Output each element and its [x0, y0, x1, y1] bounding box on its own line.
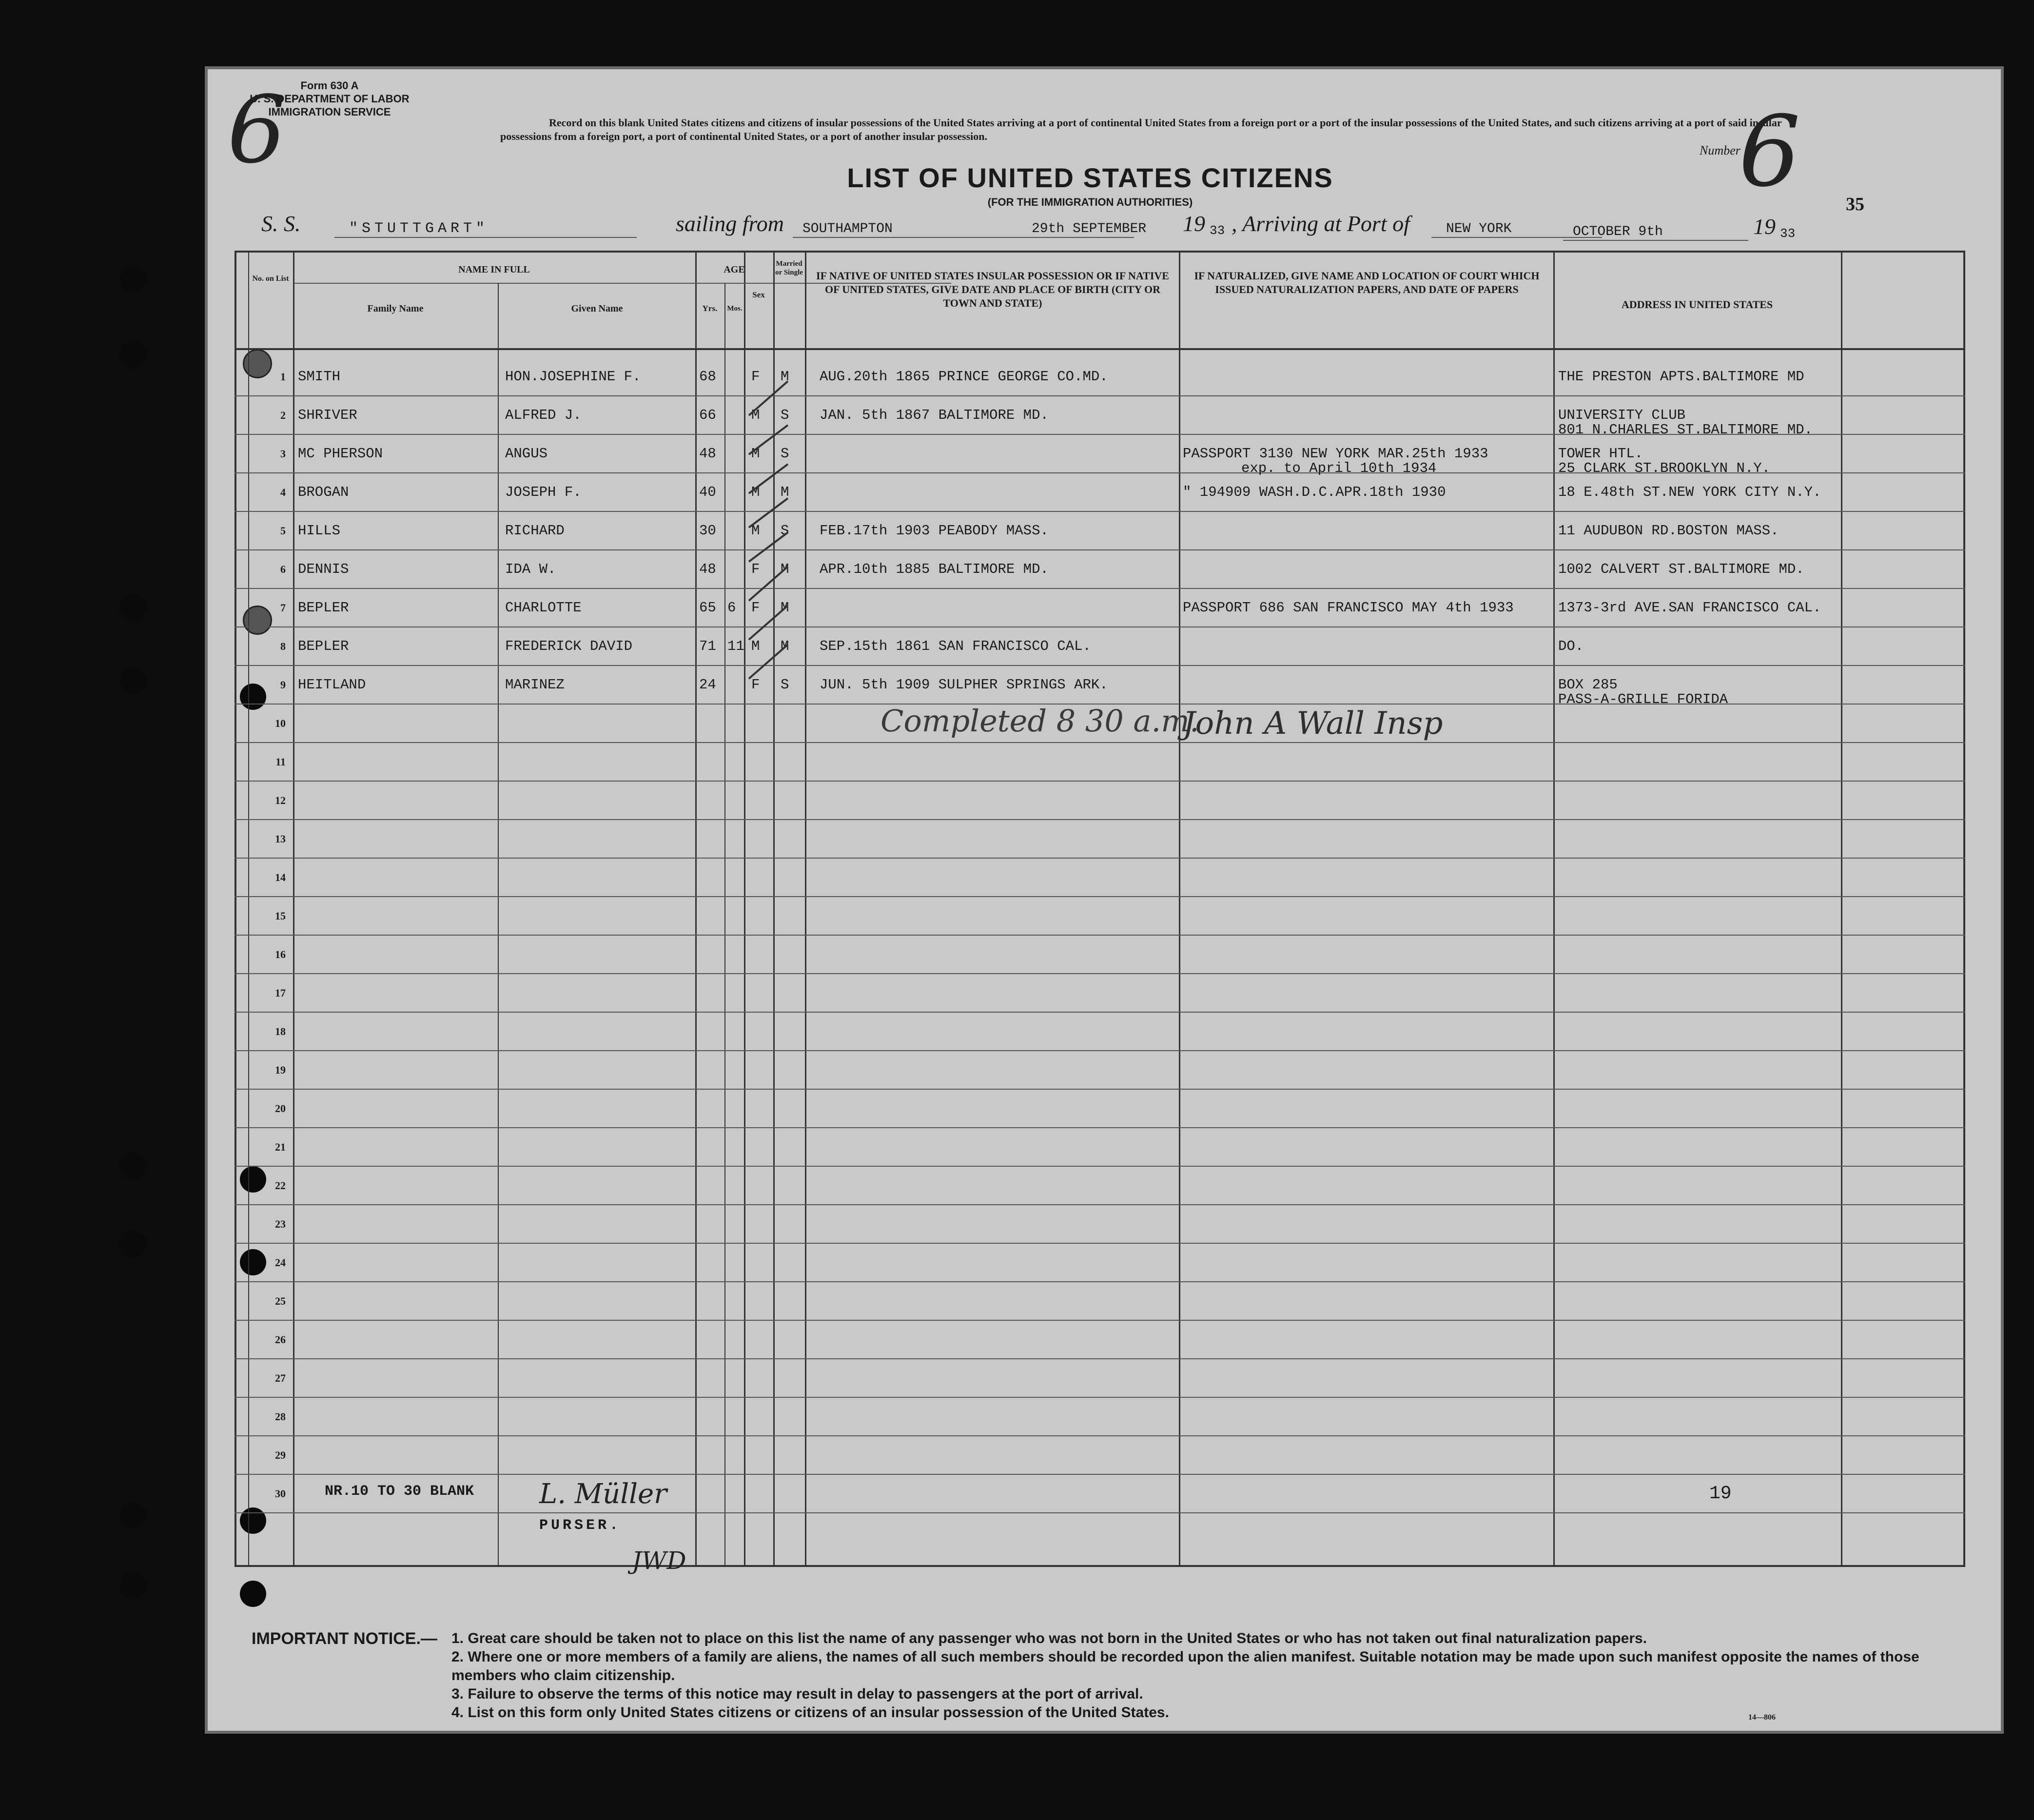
- row-rule: [235, 819, 1965, 820]
- cell-ms: M: [781, 484, 789, 500]
- cell-sex: F: [751, 369, 760, 385]
- cell-ms: M: [781, 600, 789, 616]
- notice-item: 1. Great care should be taken not to place on this list the name of any passenger who was not born in the United States or who has not taken out final naturalization papers.: [451, 1630, 1647, 1646]
- row-rule: [235, 395, 1965, 396]
- row-number: 5: [280, 525, 286, 537]
- punch-hole: [120, 1572, 146, 1599]
- cell-addr: 1373-3rd AVE.SAN FRANCISCO CAL.: [1558, 600, 1821, 616]
- col-divider: [1841, 251, 1842, 1567]
- row-rule: [235, 896, 1965, 897]
- cell-naturalized: PASSPORT 3130 NEW YORK MAR.25th 1933: [1183, 446, 1488, 462]
- cell-family: HILLS: [298, 523, 341, 539]
- underline: [1563, 240, 1748, 241]
- row-number: 18: [275, 1025, 286, 1037]
- col-divider: [248, 251, 249, 1567]
- row-rule: [235, 1204, 1965, 1205]
- row-rule: [235, 588, 1965, 589]
- row-number: 24: [275, 1256, 286, 1269]
- row-rule: [235, 973, 1965, 974]
- cell-sex: F: [751, 600, 760, 616]
- arriving-label: , Arriving at Port of: [1232, 211, 1410, 236]
- row-number: 12: [275, 794, 286, 806]
- year-prefix-2: 19: [1753, 214, 1776, 239]
- cell-given: RICHARD: [505, 523, 565, 539]
- row-rule: [235, 511, 1965, 512]
- cell-given: HON.JOSEPHINE F.: [505, 369, 641, 385]
- row-rule: [235, 1512, 1965, 1513]
- row-number: 11: [275, 756, 286, 768]
- cell-given: IDA W.: [505, 561, 556, 577]
- cell-addr: 11 AUDUBON RD.BOSTON MASS.: [1558, 523, 1779, 539]
- cell-addr: THE PRESTON APTS.BALTIMORE MD: [1558, 369, 1804, 385]
- col-header-address: ADDRESS IN UNITED STATES: [1621, 298, 1773, 311]
- row-rule: [235, 1320, 1965, 1321]
- page-title: LIST OF UNITED STATES CITIZENS: [847, 162, 1333, 193]
- cell-yrs: 48: [699, 561, 716, 577]
- notice-item: 4. List on this form only United States citizens or citizens of an insular possession of the United States.: [451, 1704, 1169, 1721]
- cell-family: HEITLAND: [298, 677, 366, 693]
- punch-hole: [120, 266, 146, 292]
- cell-ms: S: [781, 677, 789, 693]
- cell-addr: BOX 285: [1558, 677, 1618, 693]
- row-rule: [235, 1127, 1965, 1128]
- cell-birth: JAN. 5th 1867 BALTIMORE MD.: [820, 407, 1049, 423]
- cell-given: FREDERICK DAVID: [505, 638, 633, 654]
- col-header-family: Family Name: [367, 303, 424, 314]
- cell-family: BROGAN: [298, 484, 349, 500]
- row-rule: [235, 1243, 1965, 1244]
- form-id: [247, 79, 412, 118]
- cell-naturalized: PASSPORT 686 SAN FRANCISCO MAY 4th 1933: [1183, 600, 1514, 616]
- row-rule: [235, 1166, 1965, 1167]
- cell-birth: FEB.17th 1903 PEABODY MASS.: [820, 523, 1049, 539]
- row-rule: [235, 858, 1965, 859]
- form-number: Form 630 A: [300, 79, 359, 92]
- col-header-mos: Mos.: [727, 305, 743, 313]
- arrival-year: 33: [1780, 226, 1796, 241]
- cell-addr: DO.: [1558, 638, 1584, 654]
- year-prefix: 19: [1183, 211, 1205, 236]
- cell-addr-line2: PASS-A-GRILLE FORIDA: [1558, 691, 1728, 707]
- cell-family: BEPLER: [298, 600, 349, 616]
- row-number: 9: [280, 679, 286, 691]
- header-rule: [695, 283, 773, 284]
- row-number: 28: [275, 1410, 286, 1423]
- cell-yrs: 71: [699, 638, 716, 654]
- row-rule: [235, 665, 1965, 666]
- punch-hole: [120, 668, 146, 694]
- row-number: 4: [280, 486, 286, 498]
- cell-given: ANGUS: [505, 446, 548, 462]
- row-number: 23: [275, 1218, 286, 1230]
- col-header-age: AGE: [724, 264, 745, 275]
- row-rule: [235, 1474, 1965, 1475]
- cell-addr: 18 E.48th ST.NEW YORK CITY N.Y.: [1558, 484, 1821, 500]
- inspector-signature: John A Wall Insp: [1183, 705, 1443, 742]
- number-label: Number: [1700, 143, 1741, 157]
- cell-ms: M: [781, 369, 789, 385]
- service: IMMIGRATION SERVICE: [268, 106, 391, 118]
- cell-yrs: 40: [699, 484, 716, 500]
- cell-sex: M: [751, 446, 760, 462]
- row-number: 27: [275, 1372, 286, 1384]
- handwritten-number-left: 6: [227, 76, 286, 184]
- col-header-birth: IF NATIVE OF UNITED STATES INSULAR POSSESSION OR IF NATIVE OF UNITED STATES, GIVE DATE AND PLACE OF BIRTH (CITY OR TOWN AND STATE): [816, 270, 1169, 309]
- cell-family: MC PHERSON: [298, 446, 383, 462]
- check-marks: [734, 352, 832, 693]
- cell-sex: M: [751, 638, 760, 654]
- row-rule: [235, 742, 1965, 743]
- col-divider: [235, 251, 236, 1567]
- cell-mos: 11: [727, 638, 744, 654]
- row-number: 30: [275, 1487, 286, 1500]
- cell-yrs: 66: [699, 407, 716, 423]
- notice-item: 3. Failure to observe the terms of this notice may result in delay to passengers at the port of arrival.: [451, 1686, 1143, 1702]
- row-number: 2: [280, 409, 286, 421]
- row-rule: [235, 781, 1965, 782]
- row-number: 6: [280, 563, 286, 575]
- col-header-no: No. on List: [252, 274, 289, 283]
- cell-birth: JUN. 5th 1909 SULPHER SPRINGS ARK.: [820, 677, 1108, 693]
- row-number: 7: [280, 602, 286, 614]
- sail-date: 29th SEPTEMBER: [1032, 221, 1147, 236]
- row-number: 17: [275, 987, 286, 999]
- cell-sex: M: [751, 407, 760, 423]
- row-number: 15: [275, 910, 286, 922]
- row-number: 19: [275, 1064, 286, 1076]
- cell-ms: M: [781, 561, 789, 577]
- punch-hole: [120, 1502, 146, 1528]
- notice-heading: IMPORTANT NOTICE.—: [252, 1629, 437, 1648]
- cell-addr-line2: 25 CLARK ST.BROOKLYN N.Y.: [1558, 460, 1771, 476]
- page-number: 35: [1846, 194, 1864, 215]
- blank-note: NR.10 TO 30 BLANK: [325, 1483, 474, 1500]
- port-from: SOUTHAMPTON: [802, 221, 893, 236]
- cell-naturalized: " 194909 WASH.D.C.APR.18th 1930: [1183, 484, 1446, 500]
- cell-birth: AUG.20th 1865 PRINCE GEORGE CO.MD.: [820, 369, 1108, 385]
- cell-addr-line2: 801 N.CHARLES ST.BALTIMORE MD.: [1558, 422, 1813, 438]
- cell-yrs: 48: [699, 446, 716, 462]
- row-number: 13: [275, 833, 286, 845]
- cell-sex: F: [751, 677, 760, 693]
- row-rule: [235, 1089, 1965, 1090]
- col-divider: [724, 283, 725, 1567]
- row-rule: [235, 1012, 1965, 1013]
- cell-given: ALFRED J.: [505, 407, 582, 423]
- row-number: 21: [275, 1141, 286, 1153]
- row-rule: [235, 1358, 1965, 1359]
- cell-ms: S: [781, 446, 789, 462]
- cell-sex: M: [751, 523, 760, 539]
- row-number: 14: [275, 871, 286, 883]
- col-divider: [293, 251, 294, 1567]
- row-rule: [235, 1050, 1965, 1051]
- punch-hole: [120, 595, 146, 621]
- cell-yrs: 65: [699, 600, 716, 616]
- row-rule: [235, 1397, 1965, 1398]
- cell-mos: 6: [727, 600, 736, 616]
- passenger-count: 19: [1709, 1483, 1732, 1504]
- ss-label: S. S.: [261, 211, 301, 236]
- row-rule: [235, 1435, 1965, 1436]
- row-number: 26: [275, 1333, 286, 1346]
- cell-given: MARINEZ: [505, 677, 565, 693]
- col-header-yrs: Yrs.: [702, 304, 718, 313]
- row-rule: [235, 626, 1965, 627]
- row-number: 29: [275, 1449, 286, 1461]
- cell-family: SHRIVER: [298, 407, 357, 423]
- col-divider: [1553, 251, 1555, 1567]
- notice-list: [451, 1629, 1987, 1722]
- port-to: NEW YORK: [1446, 221, 1512, 236]
- row-number: 25: [275, 1295, 286, 1307]
- row-number: 10: [275, 717, 286, 729]
- instructions-text: Record on this blank United States citizens and citizens of insular possessions of the United States arriving at a port of continental United States from a foreign port or a port of the insular possessions of the United States, and such citizens arriving at a port of said insular possessions from a foreign port, a port of continental United States, or a port of another insular possession.: [500, 117, 1782, 142]
- col-header-naturalized: IF NATURALIZED, GIVE NAME AND LOCATION OF COURT WHICH ISSUED NATURALIZATION PAPERS, AND DATE OF PAPERS: [1194, 270, 1540, 295]
- cell-addr: TOWER HTL.: [1558, 446, 1643, 462]
- underline: [334, 237, 637, 238]
- binding-hole: [240, 1581, 266, 1607]
- initials: JWD: [632, 1546, 686, 1575]
- cell-naturalized-note: exp. to April 10th 1934: [1241, 460, 1437, 476]
- cell-ms: M: [781, 638, 789, 654]
- cell-sex: M: [751, 484, 760, 500]
- page-subtitle: (FOR THE IMMIGRATION AUTHORITIES): [987, 196, 1193, 208]
- cell-birth: APR.10th 1885 BALTIMORE MD.: [820, 561, 1049, 577]
- col-divider: [498, 283, 499, 1567]
- cell-yrs: 68: [699, 369, 716, 385]
- cell-ms: S: [781, 407, 789, 423]
- notice-item: 2. Where one or more members of a family are aliens, the names of all such members should be recorded upon the alien manifest. Suitable notation may be made upon such manifest opposite the names of those members who claim citizenship.: [451, 1649, 1919, 1683]
- col-header-given: Given Name: [571, 303, 623, 314]
- row-number: 3: [280, 448, 286, 460]
- header-rule: [235, 348, 1965, 350]
- row-number: 1: [280, 371, 286, 383]
- manifest-table: [235, 251, 1965, 1567]
- cell-ms: S: [781, 523, 789, 539]
- row-number: 22: [275, 1179, 286, 1192]
- ship-name: "STUTTGART": [349, 220, 489, 237]
- cell-given: JOSEPH F.: [505, 484, 582, 500]
- punch-hole: [120, 341, 146, 368]
- col-header-sex: Sex: [752, 290, 765, 299]
- completed-note: Completed 8 30 a.m.: [880, 703, 1199, 739]
- purser-label: PURSER.: [539, 1517, 622, 1534]
- col-header-married: Married or Single: [775, 260, 803, 276]
- col-divider: [1179, 251, 1180, 1567]
- row-number: 20: [275, 1102, 286, 1115]
- row-rule: [235, 935, 1965, 936]
- row-number: 16: [275, 948, 286, 960]
- department: U. S. DEPARTMENT OF LABOR: [250, 93, 410, 105]
- sailing-label: sailing from: [676, 211, 784, 236]
- punch-hole: [120, 1231, 146, 1257]
- arrival-date: OCTOBER 9th: [1573, 224, 1663, 239]
- cell-yrs: 24: [699, 677, 716, 693]
- cell-family: BEPLER: [298, 638, 349, 654]
- manifest-sheet: [205, 66, 2004, 1734]
- cell-given: CHARLOTTE: [505, 600, 582, 616]
- col-divider: [695, 251, 697, 1567]
- cell-addr: UNIVERSITY CLUB: [1558, 407, 1686, 423]
- cell-birth: SEP.15th 1861 SAN FRANCISCO CAL.: [820, 638, 1091, 654]
- underline: [793, 237, 1134, 238]
- row-rule: [235, 549, 1965, 550]
- punch-hole: [120, 1153, 146, 1179]
- cell-family: SMITH: [298, 369, 341, 385]
- row-number: 8: [280, 640, 286, 652]
- row-rule: [235, 1281, 1965, 1282]
- notice-code: 14—806: [1748, 1713, 1776, 1722]
- cell-sex: F: [751, 561, 760, 577]
- handwritten-number-right: 6: [1739, 95, 1801, 209]
- cell-family: DENNIS: [298, 561, 349, 577]
- sail-year: 33: [1210, 223, 1225, 238]
- cell-yrs: 30: [699, 523, 716, 539]
- cell-addr: 1002 CALVERT ST.BALTIMORE MD.: [1558, 561, 1804, 577]
- col-header-name: NAME IN FULL: [458, 264, 530, 275]
- purser-signature: L. Müller: [539, 1478, 667, 1510]
